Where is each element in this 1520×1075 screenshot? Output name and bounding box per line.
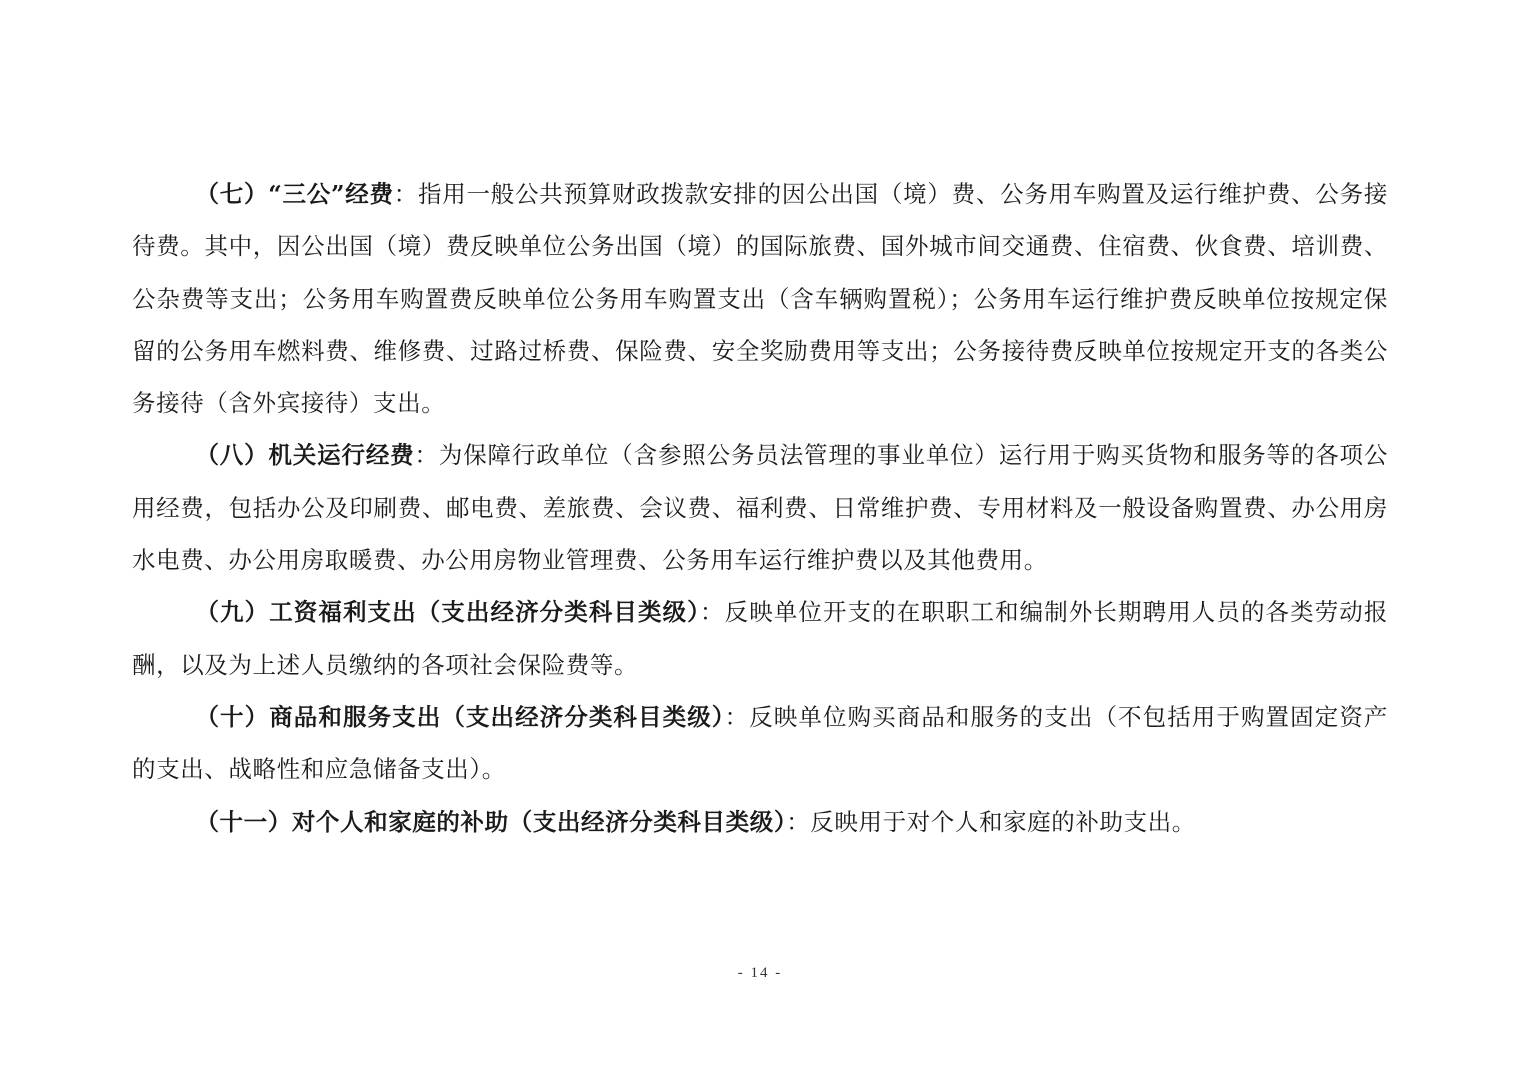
paragraph-heading: （十）商品和服务支出（支出经济分类科目类级） (195, 702, 725, 731)
document-body (132, 168, 1388, 848)
paragraph-text: ：反映用于对个人和家庭的补助支出。 (786, 807, 1196, 836)
paragraph-text: ：反映单位开支的在职职工和编制外长期聘用人员的各类劳动报酬，以及为上述人员缴纳的各项社会保险费等。 (132, 598, 1388, 679)
paragraph-heading: （九）工资福利支出（支出经济分类科目类级） (195, 598, 701, 627)
paragraph-text: ：为保障行政单位（含参照公务员法管理的事业单位）运行用于购买货物和服务等的各项公用经费，包括办公及印刷费、邮电费、差旅费、会议费、福利费、日常维护费、专用材料及一般设备购置费、办公用房水电费、办公用房取暖费、办公用房物业管理费、公务用车运行维护费以及其他费用。 (132, 441, 1389, 575)
paragraph-heading: （七）“三公”经费 (195, 180, 394, 208)
paragraph-heading: （八）机关运行经费 (195, 441, 415, 470)
paragraph-san-gong-funds (132, 168, 1388, 429)
paragraph-household-subsidies (132, 796, 1388, 848)
paragraph-goods-services (132, 691, 1388, 796)
paragraph-text: ：反映单位购买商品和服务的支出（不包括用于购置固定资产的支出、战略性和应急储备支出）。 (132, 702, 1389, 784)
paragraph-salary-welfare (132, 586, 1388, 691)
page-number: - 14 - (737, 965, 783, 981)
paragraph-text: ：指用一般公共预算财政拨款安排的因公出国（境）费、公务用车购置及运行维护费、公务接待费。其中，因公出国（境）费反映单位公务出国（境）的国际旅费、国外城市间交通费、住宿费、伙食费、培训费、公杂费等支出；公务用车购置费反映单位公务用车购置支出（含车辆购置税）；公务用车运行维护费反映单位按规定保留的公务用车燃料费、维修费、过路过桥费、保险费、安全奖励费用等支出；公务接待费反映单位按规定开支的各类公务接待（含外宾接待）支出。 (132, 180, 1388, 418)
paragraph-agency-operating-funds (132, 429, 1388, 586)
paragraph-heading: （十一）对个人和家庭的补助（支出经济分类科目类级） (195, 807, 787, 836)
